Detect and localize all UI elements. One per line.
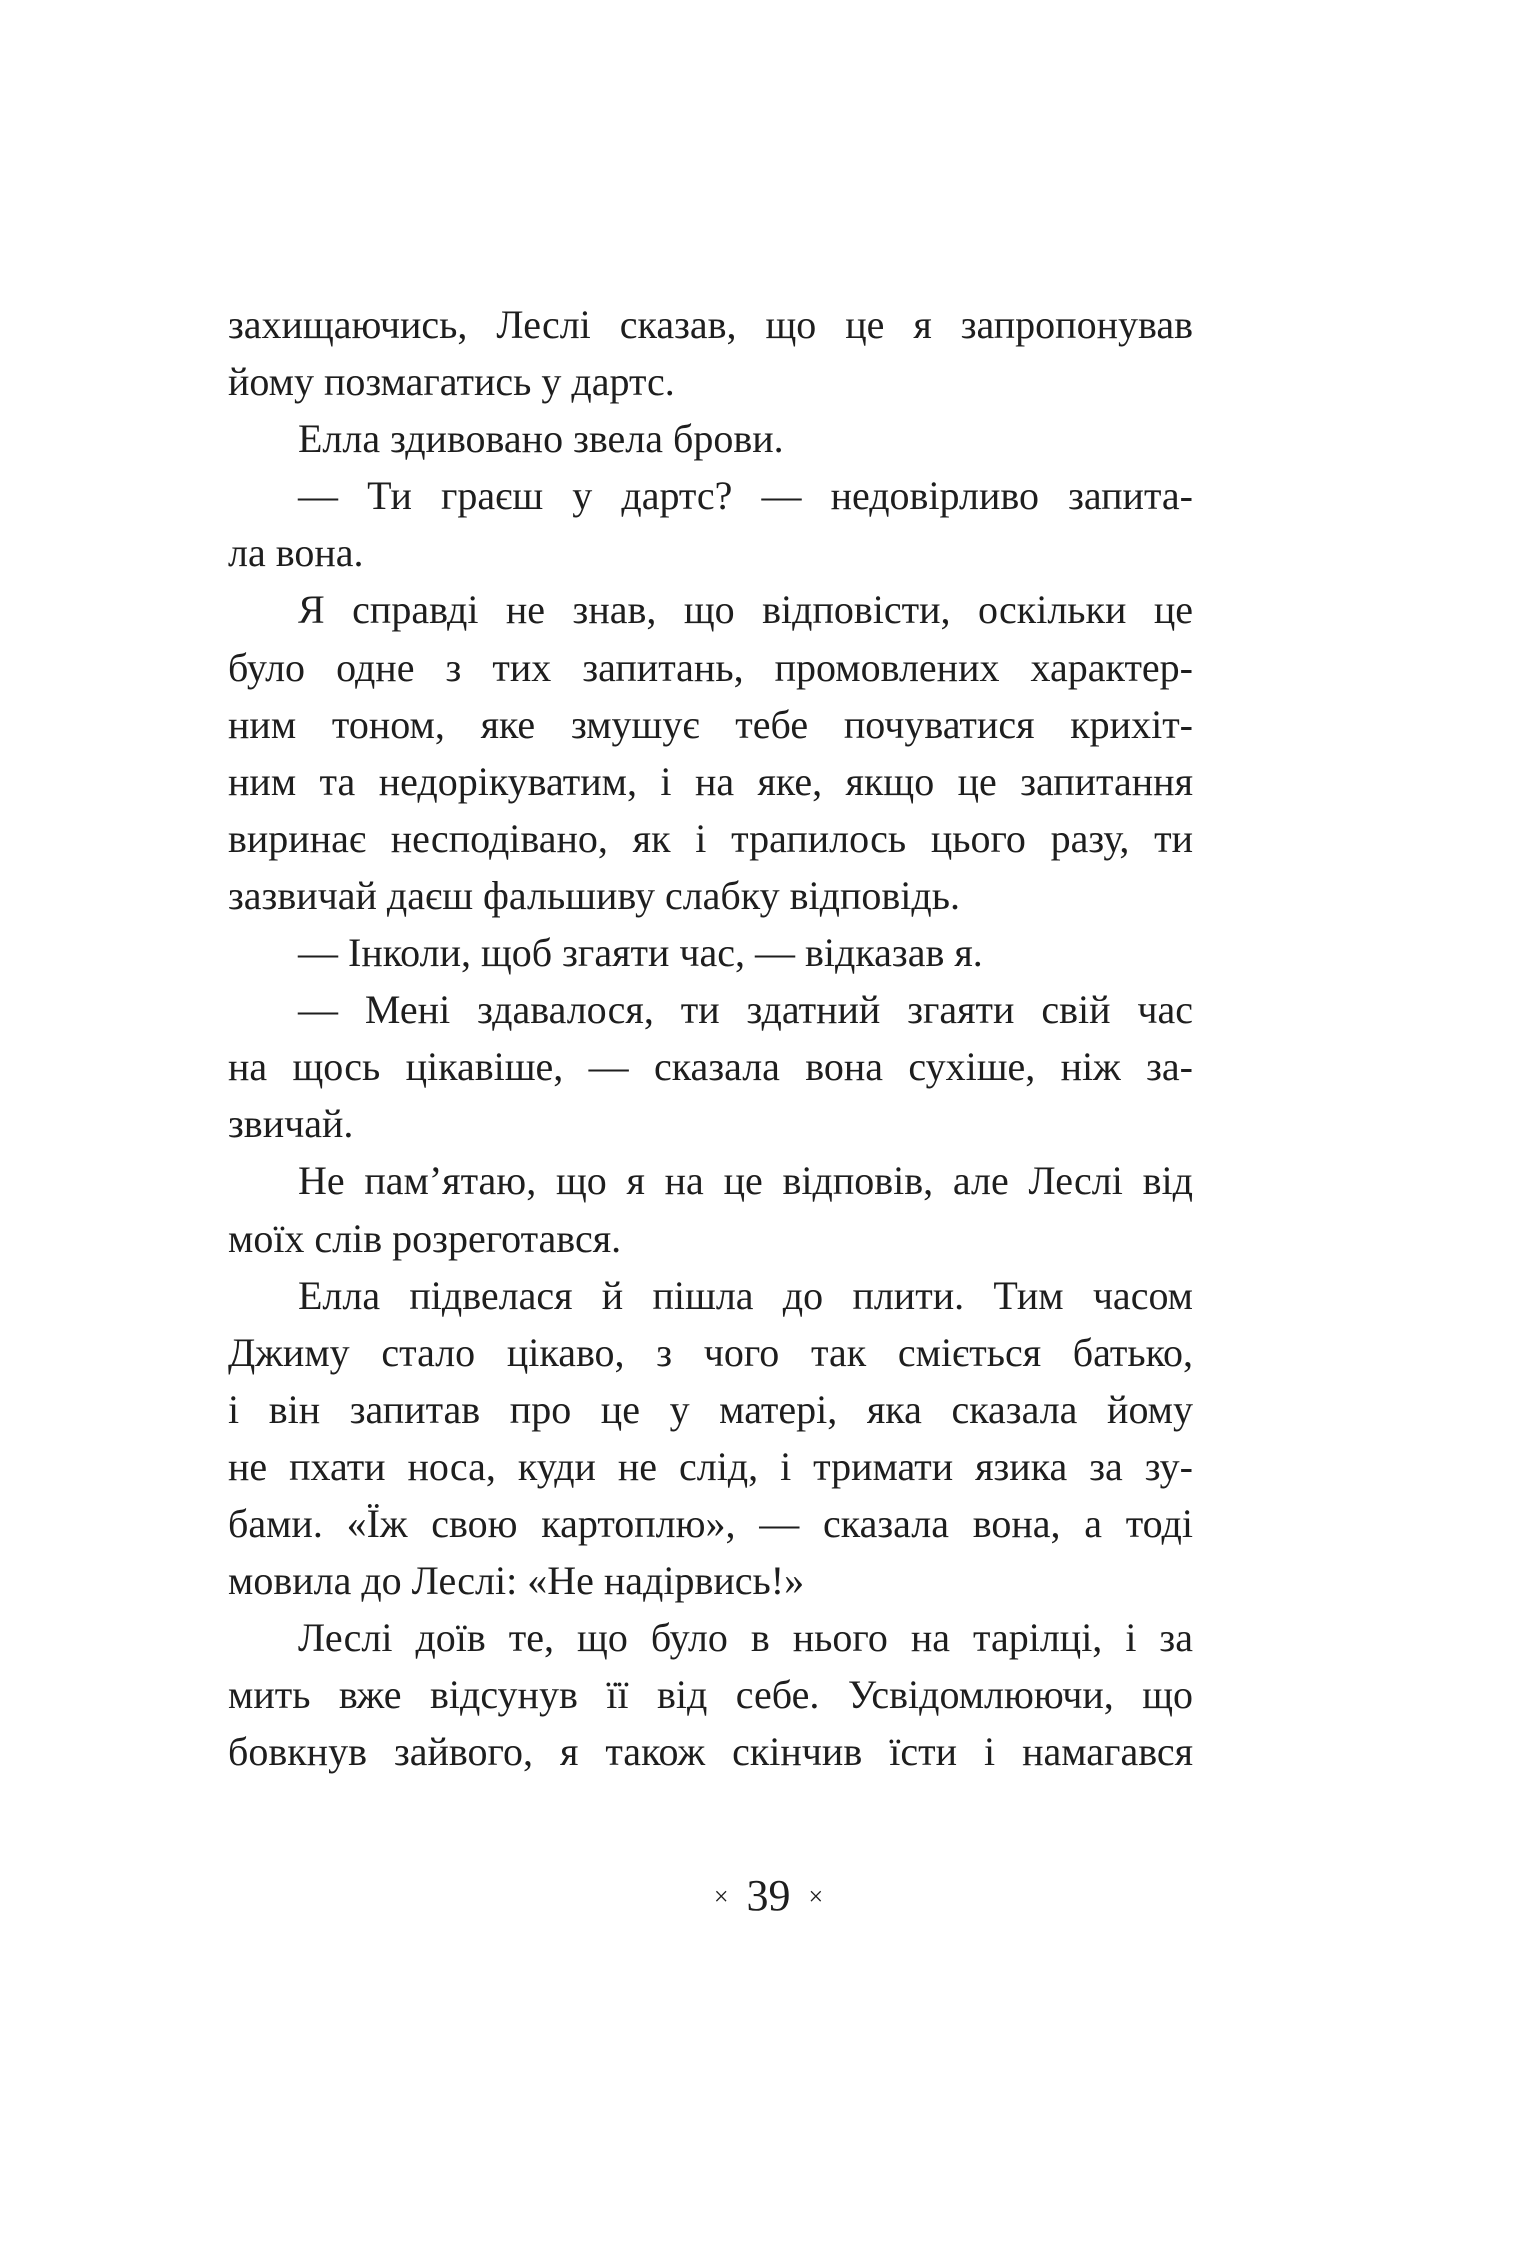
text-line: зазвичай даєш фальшиву слабку відповідь. <box>228 872 960 918</box>
text-line: не пхати носа, куди не слід, і тримати язика за зу- <box>228 1443 1193 1489</box>
text-line: на щось цікавіше, — сказала вона сухіше, ніж за- <box>228 1044 1193 1090</box>
text-line: Я справді не знав, що відповісти, оскільки це <box>298 587 1193 633</box>
text-line: ла вона. <box>228 530 364 576</box>
text-line: йому позмагатись у дартс. <box>228 359 675 405</box>
body-text <box>228 296 1193 1780</box>
text-line: моїх слів розреготався. <box>228 1215 622 1261</box>
text-line: — Ти граєш у дартс? — недовірливо запита- <box>298 473 1193 519</box>
text-line: Леслі доїв те, що було в нього на тарілці, і за <box>298 1615 1193 1661</box>
text-line: — Мені здавалося, ти здатний згаяти свій час <box>298 987 1193 1033</box>
ornament-right-icon: × <box>808 1881 824 1911</box>
text-line: Не пам’ятаю, що я на це відповів, але Леслі від <box>298 1158 1193 1204</box>
text-line: Елла здивовано звела брови. <box>298 416 784 462</box>
text-line: звичай. <box>228 1101 354 1147</box>
text-line: мовила до Леслі: «Не надірвись!» <box>228 1558 805 1604</box>
page-number: 39 <box>746 1871 791 1920</box>
text-line: ним та недорікуватим, і на яке, якщо це запитання <box>228 758 1193 804</box>
text-line: бами. «Їж свою картоплю», — сказала вона, а тоді <box>228 1500 1193 1546</box>
text-line: було одне з тих запитань, промовлених характер- <box>228 644 1193 690</box>
text-line: бовкнув зайвого, я також скінчив їсти і намагався <box>228 1729 1193 1775</box>
text-line: ним тоном, яке змушує тебе почуватися крихіт- <box>228 701 1193 747</box>
text-line: Джиму стало цікаво, з чого так сміється батько, <box>228 1329 1193 1375</box>
text-line: і він запитав про це у матері, яка сказала йому <box>228 1386 1193 1432</box>
text-line: Елла підвелася й пішла до плити. Тим часом <box>298 1272 1193 1318</box>
text-line: виринає несподівано, як і трапилось цього разу, ти <box>228 815 1193 861</box>
page-footer <box>0 1870 1537 1921</box>
ornament-left-icon: × <box>713 1881 729 1911</box>
text-line: — Інколи, щоб згаяти час, — відказав я. <box>298 930 983 976</box>
text-line: мить вже відсунув її від себе. Усвідомлюючи, що <box>228 1672 1193 1718</box>
text-line: захищаючись, Леслі сказав, що це я запропонував <box>228 302 1193 347</box>
